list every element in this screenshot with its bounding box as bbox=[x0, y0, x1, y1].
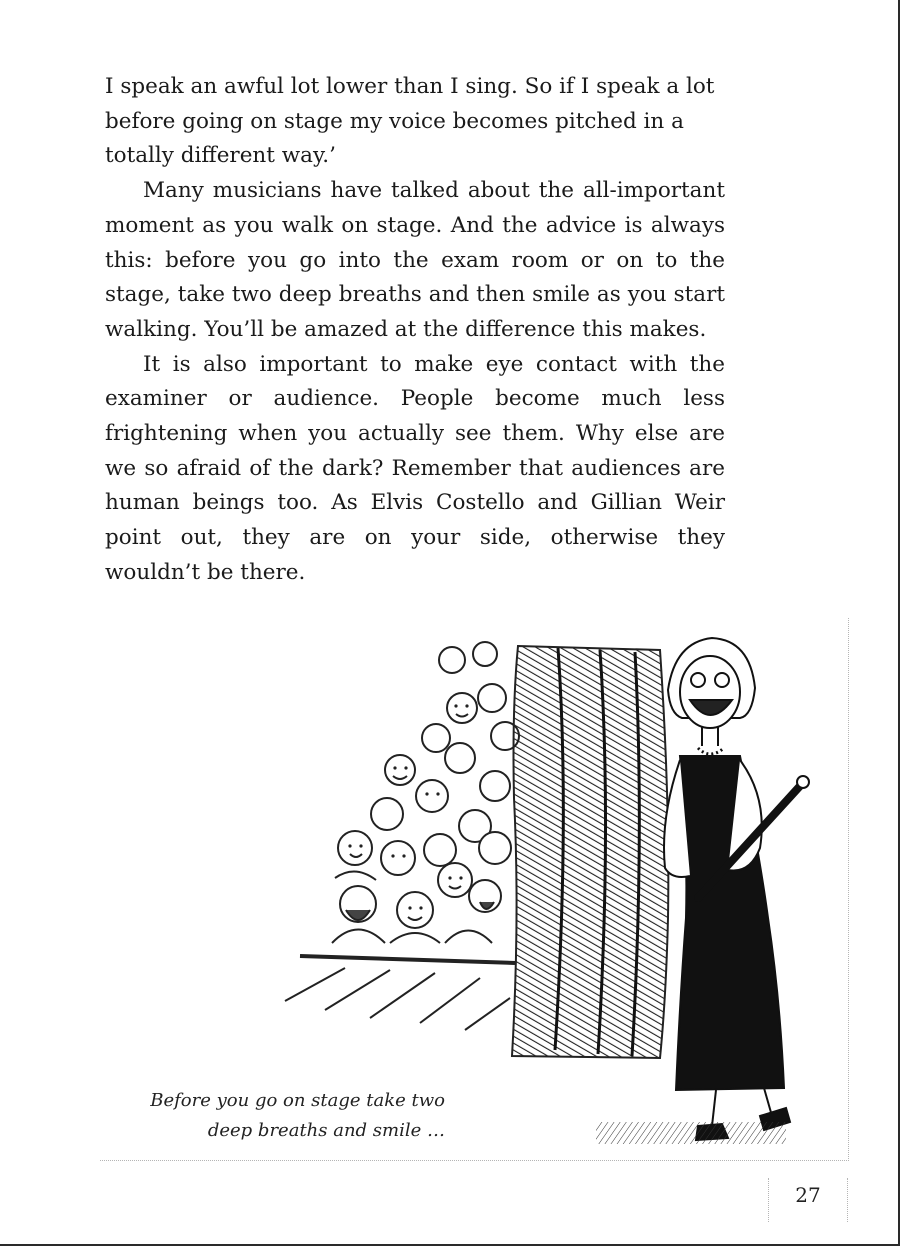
page-number: 27 bbox=[768, 1178, 848, 1222]
caption-line-2: deep breaths and smile … bbox=[207, 1120, 445, 1141]
paragraph-2: Many musicians have talked about the all-important moment as you walk on stage. And the advice is always this: before you go into the exam room or on to the stage, take two deep breaths and then smile as you start walking. You’ll be amazed at the difference this makes. bbox=[105, 178, 725, 342]
stage-illustration bbox=[100, 618, 848, 1160]
stage-floor bbox=[285, 956, 515, 1030]
paragraph-1: I speak an awful lot lower than I sing. So if I speak a lot before going on stage my voice becomes pitched in a totally different way.’ bbox=[105, 74, 715, 169]
caption-line-1: Before you go on stage take two bbox=[150, 1090, 445, 1111]
paragraph-3: It is also important to make eye contact with the examiner or audience. People become much less frightening when you actually see them. Why else are we so afraid of the dark? Remember that audiences are human beings too. As Elvis Costello and Gillian Weir point out, they are on your side, otherwise they wouldn’t be there. bbox=[105, 351, 725, 585]
figure-caption bbox=[140, 1086, 445, 1146]
curtain bbox=[512, 646, 668, 1058]
audience bbox=[332, 642, 519, 943]
body-text bbox=[105, 70, 725, 591]
cartoon-figure bbox=[100, 618, 849, 1161]
